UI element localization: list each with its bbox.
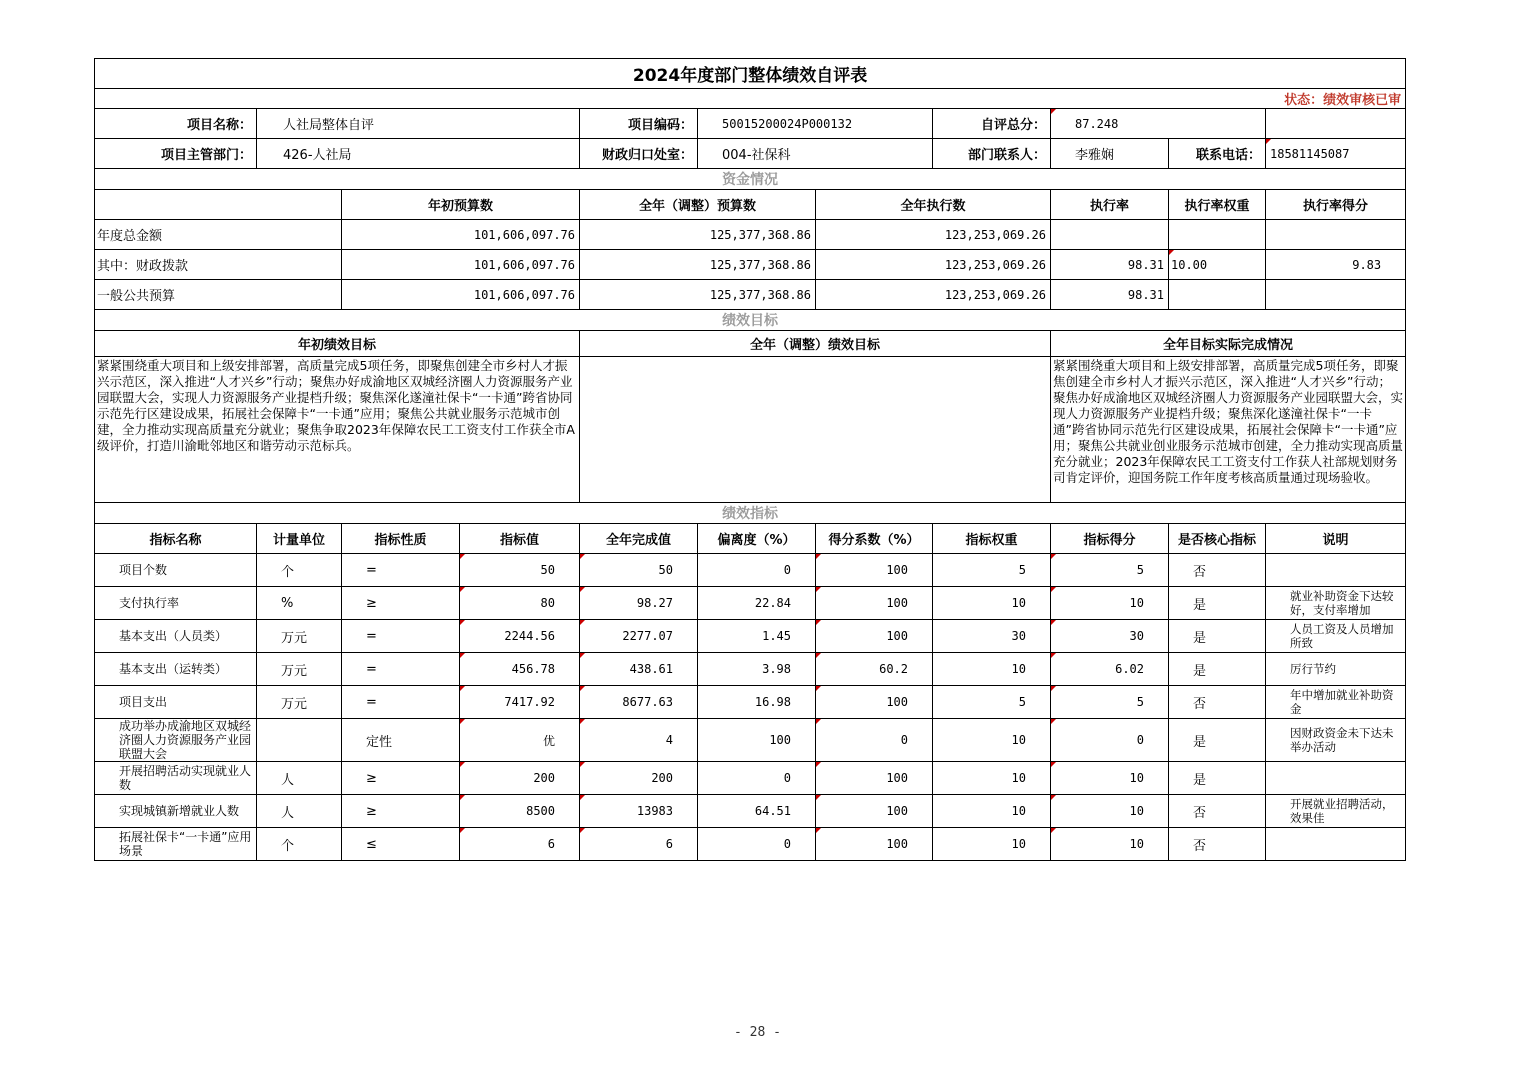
indicator-coef: 100	[816, 620, 933, 653]
indicator-core: 否	[1169, 554, 1266, 587]
goals-header-adjusted: 全年（调整）绩效目标	[580, 331, 1051, 357]
indicator-nature: =	[342, 653, 460, 686]
indicator-unit: 人	[257, 762, 342, 795]
indicator-name: 支付执行率	[95, 587, 257, 620]
indicator-deviation: 0	[698, 554, 816, 587]
indicator-score: 10	[1051, 762, 1169, 795]
indicator-score: 10	[1051, 828, 1169, 861]
indicator-weight: 10	[933, 719, 1051, 762]
funds-rate: 98.31	[1051, 280, 1169, 310]
funds-header-executed: 全年执行数	[816, 190, 1051, 220]
indicator-deviation: 3.98	[698, 653, 816, 686]
indicator-nature: ≥	[342, 762, 460, 795]
indicator-unit: 万元	[257, 620, 342, 653]
indicator-unit: 人	[257, 795, 342, 828]
indicator-core: 否	[1169, 686, 1266, 719]
phone-label: 联系电话：	[1169, 139, 1266, 169]
indicator-unit: 个	[257, 554, 342, 587]
indicator-actual: 6	[580, 828, 698, 861]
indicator-weight: 10	[933, 653, 1051, 686]
indicator-target: 8500	[460, 795, 580, 828]
indicator-coef: 0	[816, 719, 933, 762]
indicator-core: 是	[1169, 719, 1266, 762]
indicator-deviation: 0	[698, 762, 816, 795]
project-code-value: 50015200024P000132	[698, 109, 933, 139]
indicator-note: 年中增加就业补助资金	[1266, 686, 1406, 719]
phone-value: 18581145087	[1266, 139, 1406, 169]
indicator-unit: 万元	[257, 686, 342, 719]
status-badge: 状态：绩效审核已审	[95, 89, 1406, 109]
indicator-row	[95, 795, 1406, 828]
funds-section-title: 资金情况	[95, 169, 1406, 190]
contact-label: 部门联系人：	[933, 139, 1051, 169]
indicator-note: 就业补助资金下达较好，支付率增加	[1266, 587, 1406, 620]
indicator-nature: ≤	[342, 828, 460, 861]
indicator-actual: 8677.63	[580, 686, 698, 719]
indicators-section-title: 绩效指标	[95, 503, 1406, 524]
indicator-row	[95, 587, 1406, 620]
indicator-note: 厉行节约	[1266, 653, 1406, 686]
funds-header-initial: 年初预算数	[342, 190, 580, 220]
indicator-weight: 10	[933, 587, 1051, 620]
indicator-unit	[257, 719, 342, 762]
indicator-coef: 60.2	[816, 653, 933, 686]
funds-adjusted: 125,377,368.86	[580, 220, 816, 250]
indicator-target: 6	[460, 828, 580, 861]
evaluation-table	[94, 58, 1406, 861]
dept-label: 项目主管部门：	[95, 139, 257, 169]
indicator-unit: %	[257, 587, 342, 620]
indicator-name: 基本支出（人员类）	[95, 620, 257, 653]
indicator-score: 10	[1051, 587, 1169, 620]
indicator-score: 10	[1051, 795, 1169, 828]
ind-header-unit: 计量单位	[257, 524, 342, 554]
indicator-nature: ≥	[342, 587, 460, 620]
goals-adjusted-text	[580, 357, 1051, 503]
indicator-name: 项目个数	[95, 554, 257, 587]
indicator-target: 优	[460, 719, 580, 762]
goals-actual-text: 紧紧围绕重大项目和上级安排部署，高质量完成5项任务，即聚焦创建全市乡村人才振兴示范区，深入推进“人才兴乡”行动；聚焦办好成渝地区双城经济圈人力资源服务产业园联盟大会，实现人力资源服务产业提档升级；聚焦深化遂潼社保卡“一卡通”跨省协同示范先行区建设成果，拓展社会保障卡“一卡通”应用；聚焦公共就业创业服务示范城市创建，全力推动实现高质量充分就业；2023年保障农民工工资支付工作获人社部规划财务司肯定评价，迎国务院工作年度考核高质量通过现场验收。	[1051, 357, 1406, 503]
indicator-score: 6.02	[1051, 653, 1169, 686]
evaluation-sheet	[94, 58, 1405, 861]
funds-executed: 123,253,069.26	[816, 250, 1051, 280]
funds-row	[95, 280, 1406, 310]
indicator-name: 实现城镇新增就业人数	[95, 795, 257, 828]
funds-row-name: 年度总金额	[95, 220, 342, 250]
funds-weight	[1169, 220, 1266, 250]
project-name-label: 项目名称：	[95, 109, 257, 139]
indicator-score: 5	[1051, 686, 1169, 719]
funds-header-adjusted: 全年（调整）预算数	[580, 190, 816, 220]
indicator-target: 2244.56	[460, 620, 580, 653]
indicator-deviation: 22.84	[698, 587, 816, 620]
indicator-weight: 10	[933, 795, 1051, 828]
indicator-row	[95, 653, 1406, 686]
indicator-note	[1266, 554, 1406, 587]
indicator-unit: 万元	[257, 653, 342, 686]
indicator-row	[95, 762, 1406, 795]
indicator-core: 是	[1169, 587, 1266, 620]
indicator-unit: 个	[257, 828, 342, 861]
funds-executed: 123,253,069.26	[816, 280, 1051, 310]
funds-header-rate: 执行率	[1051, 190, 1169, 220]
ind-header-deviation: 偏离度（%）	[698, 524, 816, 554]
indicator-nature: =	[342, 554, 460, 587]
indicator-name: 基本支出（运转类）	[95, 653, 257, 686]
goals-section-title: 绩效目标	[95, 310, 1406, 331]
total-score-value: 87.248	[1051, 109, 1266, 139]
indicator-score: 30	[1051, 620, 1169, 653]
indicator-core: 否	[1169, 828, 1266, 861]
indicator-weight: 30	[933, 620, 1051, 653]
sheet-title: 2024年度部门整体绩效自评表	[95, 59, 1406, 89]
indicator-nature: 定性	[342, 719, 460, 762]
ind-header-coef: 得分系数（%）	[816, 524, 933, 554]
score-label: 自评总分：	[933, 109, 1051, 139]
indicator-actual: 13983	[580, 795, 698, 828]
indicator-note: 人员工资及人员增加所致	[1266, 620, 1406, 653]
indicator-nature: ≥	[342, 795, 460, 828]
indicator-target: 200	[460, 762, 580, 795]
indicator-weight: 5	[933, 554, 1051, 587]
indicator-actual: 200	[580, 762, 698, 795]
goals-header-actual: 全年目标实际完成情况	[1051, 331, 1406, 357]
funds-weight	[1169, 280, 1266, 310]
finance-value: 004-社保科	[698, 139, 933, 169]
indicator-row	[95, 719, 1406, 762]
indicator-row	[95, 828, 1406, 861]
indicator-note	[1266, 762, 1406, 795]
funds-header-score: 执行率得分	[1266, 190, 1406, 220]
page-number: - 28 -	[734, 1025, 781, 1040]
indicator-name: 成功举办成渝地区双城经济圈人力资源服务产业园联盟大会	[95, 719, 257, 762]
indicator-target: 50	[460, 554, 580, 587]
funds-header-weight: 执行率权重	[1169, 190, 1266, 220]
ind-header-nature: 指标性质	[342, 524, 460, 554]
ind-header-core: 是否核心指标	[1169, 524, 1266, 554]
funds-rate	[1051, 220, 1169, 250]
indicator-coef: 100	[816, 762, 933, 795]
ind-header-target: 指标值	[460, 524, 580, 554]
indicator-name: 拓展社保卡“一卡通”应用场景	[95, 828, 257, 861]
indicator-actual: 50	[580, 554, 698, 587]
indicator-weight: 10	[933, 828, 1051, 861]
funds-score	[1266, 220, 1406, 250]
indicator-deviation: 64.51	[698, 795, 816, 828]
ind-header-weight: 指标权重	[933, 524, 1051, 554]
funds-executed: 123,253,069.26	[816, 220, 1051, 250]
indicator-actual: 98.27	[580, 587, 698, 620]
indicator-actual: 438.61	[580, 653, 698, 686]
indicator-coef: 100	[816, 828, 933, 861]
indicator-nature: =	[342, 620, 460, 653]
indicator-deviation: 16.98	[698, 686, 816, 719]
indicator-score: 0	[1051, 719, 1169, 762]
indicator-score: 5	[1051, 554, 1169, 587]
indicator-coef: 100	[816, 554, 933, 587]
dept-value: 426-人社局	[257, 139, 580, 169]
project-name-value: 人社局整体自评	[257, 109, 580, 139]
indicator-core: 是	[1169, 653, 1266, 686]
funds-row	[95, 250, 1406, 280]
indicator-core: 是	[1169, 620, 1266, 653]
indicator-coef: 100	[816, 587, 933, 620]
funds-initial: 101,606,097.76	[342, 220, 580, 250]
indicator-actual: 4	[580, 719, 698, 762]
indicator-name: 项目支出	[95, 686, 257, 719]
indicator-deviation: 0	[698, 828, 816, 861]
indicator-coef: 100	[816, 686, 933, 719]
funds-score: 9.83	[1266, 250, 1406, 280]
ind-header-name: 指标名称	[95, 524, 257, 554]
funds-rate: 98.31	[1051, 250, 1169, 280]
project-code-label: 项目编码：	[580, 109, 698, 139]
funds-score	[1266, 280, 1406, 310]
funds-corner-cell	[95, 190, 342, 220]
contact-value: 李雅娴	[1051, 139, 1169, 169]
indicator-note	[1266, 828, 1406, 861]
indicator-note: 因财政资金未下达未举办活动	[1266, 719, 1406, 762]
ind-header-note: 说明	[1266, 524, 1406, 554]
funds-weight: 10.00	[1169, 250, 1266, 280]
empty-cell	[1266, 109, 1406, 139]
finance-label: 财政归口处室：	[580, 139, 698, 169]
funds-row-name: 一般公共预算	[95, 280, 342, 310]
indicator-row	[95, 620, 1406, 653]
indicator-nature: =	[342, 686, 460, 719]
indicator-deviation: 100	[698, 719, 816, 762]
funds-row-name: 其中：财政拨款	[95, 250, 342, 280]
indicator-deviation: 1.45	[698, 620, 816, 653]
indicator-target: 7417.92	[460, 686, 580, 719]
indicator-core: 是	[1169, 762, 1266, 795]
indicator-actual: 2277.07	[580, 620, 698, 653]
ind-header-score: 指标得分	[1051, 524, 1169, 554]
indicator-row	[95, 554, 1406, 587]
indicator-note: 开展就业招聘活动，效果佳	[1266, 795, 1406, 828]
indicator-weight: 5	[933, 686, 1051, 719]
indicator-name: 开展招聘活动实现就业人数	[95, 762, 257, 795]
indicator-row	[95, 686, 1406, 719]
funds-adjusted: 125,377,368.86	[580, 280, 816, 310]
indicator-core: 否	[1169, 795, 1266, 828]
indicator-target: 456.78	[460, 653, 580, 686]
funds-row	[95, 220, 1406, 250]
indicator-weight: 10	[933, 762, 1051, 795]
indicator-coef: 100	[816, 795, 933, 828]
funds-initial: 101,606,097.76	[342, 280, 580, 310]
funds-adjusted: 125,377,368.86	[580, 250, 816, 280]
ind-header-actual: 全年完成值	[580, 524, 698, 554]
indicator-target: 80	[460, 587, 580, 620]
goals-initial-text: 紧紧围绕重大项目和上级安排部署，高质量完成5项任务，即聚焦创建全市乡村人才振兴示范区，深入推进“人才兴乡”行动；聚焦办好成渝地区双城经济圈人力资源服务产业园联盟大会，实现人力资源服务产业提档升级；聚焦深化遂潼社保卡“一卡通”跨省协同示范先行区建设成果，拓展社会保障卡“一卡通”应用；聚焦公共就业服务示范城市创建，全力推动实现高质量充分就业；聚焦争取2023年保障农民工工资支付工作获全市A级评价，打造川渝毗邻地区和谐劳动示范标兵。	[95, 357, 580, 503]
goals-header-initial: 年初绩效目标	[95, 331, 580, 357]
funds-initial: 101,606,097.76	[342, 250, 580, 280]
